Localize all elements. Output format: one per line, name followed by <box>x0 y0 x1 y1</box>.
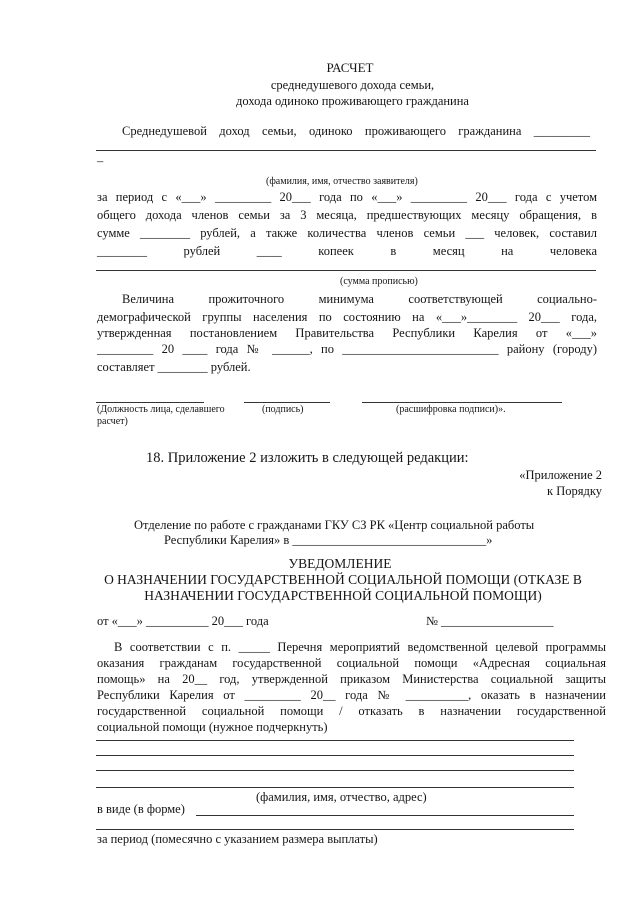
sum-in-words-line <box>96 270 596 271</box>
min-line-5: составляет ________ рублей. <box>97 360 251 374</box>
calc-line-2: общего дохода членов семьи за 3 месяца, предшествующих месяцу обращения, в <box>97 208 597 222</box>
notice-body-5: государственной социальной помощи / отказать в назначении государственной <box>97 704 606 718</box>
calc-line-1: за период с «___» _________ 20___ года по «___» _________ 20___ года с учетом <box>97 190 597 204</box>
sig-decode-caption: (расшифровка подписи)». <box>396 404 506 415</box>
sign-signature-line <box>244 402 330 403</box>
appendix-line-2: к Порядку <box>547 484 602 498</box>
blank-line-2 <box>96 755 574 756</box>
notice-date: от «___» __________ 20___ года <box>97 614 269 628</box>
min-line-4: _________ 20 ____ года № ______, по _________________________ району (городу) <box>97 342 597 356</box>
notice-title-1: УВЕДОМЛЕНИЕ <box>288 556 392 571</box>
decode-signature-line <box>362 402 562 403</box>
department-line-1: Отделение по работе с гражданами ГКУ СЗ РК «Центр социальной работы <box>134 518 535 532</box>
min-line-3: утвержденная постановлением Правительства Республики Карелия от «___» <box>97 326 597 340</box>
appendix-line-1: «Приложение 2 <box>519 468 602 482</box>
calc-subtitle-1: среднедушевого дохода семьи, <box>270 78 435 92</box>
min-line-2: демографической группы населения по состоянию на «___»________ 20___ года, <box>97 310 597 324</box>
notice-body-6: социальной помощи (нужное подчеркнуть) <box>97 720 328 734</box>
blank-line-5 <box>96 829 574 830</box>
fio-address-caption: (фамилия, имя, отчество, адрес) <box>256 790 427 804</box>
blank-line-4 <box>96 787 574 788</box>
notice-body-4: Республики Карелия от _________ 20__ года № __________, оказать в назначении <box>97 688 606 702</box>
fio-caption: (фамилия, имя, отчество заявителя) <box>266 176 418 187</box>
calc-intro: Среднедушевой доход семьи, одиноко проживающего гражданина _________ <box>122 124 590 138</box>
calc-line-3: сумме ________ рублей, а также количества членов семьи ___ человек, составил <box>97 226 597 240</box>
calc-title: РАСЧЕТ <box>326 60 374 75</box>
calc-line-4: ________ рублей ____ копеек в месяц на человека <box>97 244 597 258</box>
notice-number: № __________________ <box>426 614 554 628</box>
department-line-2: Республики Карелия» в _______________________________» <box>164 533 493 547</box>
amendment-text: 18. Приложение 2 изложить в следующей редакции: <box>146 450 469 466</box>
calc-dash: – <box>97 154 104 168</box>
form-line <box>196 815 574 816</box>
blank-line-1 <box>96 740 574 741</box>
form-label: в виде (в форме) <box>97 802 185 816</box>
sig-position-caption: (Должность лица, сделавшего расчет) <box>97 404 225 427</box>
notice-title-2: О НАЗНАЧЕНИИ ГОСУДАРСТВЕННОЙ СОЦИАЛЬНОЙ ПОМОЩИ (ОТКАЗЕ В <box>104 572 582 587</box>
position-signature-line <box>96 402 204 403</box>
notice-body-2: оказания гражданам государственной социальной помощи «Адресная социальная <box>97 656 606 670</box>
notice-title-3: НАЗНАЧЕНИИ ГОСУДАРСТВЕННОЙ СОЦИАЛЬНОЙ ПОМОЩИ) <box>144 588 542 603</box>
notice-body-3: помощь» на 20__ год, утвержденной приказом Министерства социальной защиты <box>97 672 606 686</box>
min-line-1: Величина прожиточного минимума соответствующей социально- <box>122 292 597 306</box>
applicant-name-line <box>96 150 596 151</box>
sig-sign-caption: (подпись) <box>262 404 304 415</box>
period-caption: за период (помесячно с указанием размера выплаты) <box>97 832 378 846</box>
notice-body-1: В соответствии с п. _____ Перечня мероприятий ведомственной целевой программы <box>114 640 606 654</box>
calc-subtitle-2: дохода одиноко проживающего гражданина <box>236 94 469 108</box>
blank-line-3 <box>96 770 574 771</box>
sum-caption: (сумма прописью) <box>340 276 418 287</box>
